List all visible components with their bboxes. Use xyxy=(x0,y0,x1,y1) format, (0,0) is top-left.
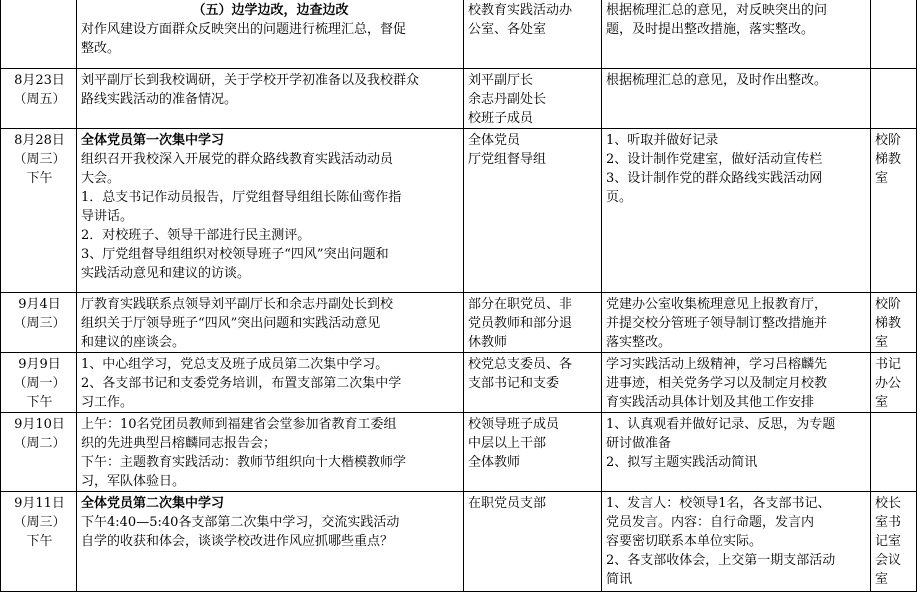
cell-line: 育实践活动具体计划及其他工作安排 xyxy=(606,395,815,410)
venue-cell xyxy=(871,353,917,413)
table-row xyxy=(1,492,917,592)
cell-line: （周三） xyxy=(13,515,66,530)
cell-line: 下午4:40—5:40各支部第二次集中学习，交流实践活动 xyxy=(81,515,400,530)
cell-line: 1、认真观看并做好记录、反思，为专题 xyxy=(606,417,836,432)
outcome-cell xyxy=(602,129,871,293)
date-cell xyxy=(1,413,77,492)
cell-line: 研讨做准备 xyxy=(606,436,672,451)
date-cell xyxy=(1,293,77,353)
cell-line: 8月23日 xyxy=(14,73,65,88)
cell-line: 9月10日 xyxy=(14,417,65,432)
content-cell xyxy=(77,413,464,492)
table-row xyxy=(1,129,917,293)
cell-line: 路线实践活动的准备情况。 xyxy=(81,92,238,107)
cell-line: 余志丹副处长 xyxy=(468,92,547,107)
outcome-cell xyxy=(602,353,871,413)
table-row xyxy=(1,353,917,413)
cell-line: 校党总支委员、各 xyxy=(468,357,573,372)
participants-cell xyxy=(464,293,602,353)
participants-cell xyxy=(464,69,602,129)
cell-line: 1、听取并做好记录 xyxy=(606,133,719,148)
cell-line: 全体党员 xyxy=(468,133,521,148)
cell-line: 8月28日 xyxy=(14,133,65,148)
outcome-cell xyxy=(602,69,871,129)
cell-line: 室 xyxy=(875,335,889,350)
cell-line: 校领导班子成员 xyxy=(468,417,560,432)
cell-line: 全体党员第二次集中学习 xyxy=(81,496,225,511)
cell-line: （周五） xyxy=(13,92,66,107)
cell-line: 整改。 xyxy=(81,41,121,56)
cell-line: 对作风建设方面群众反映突出的问题进行梳理汇总，督促 xyxy=(81,22,407,37)
cell-line: 记室 xyxy=(875,534,902,549)
cell-line: 2、拟写主题实践活动简讯 xyxy=(606,455,758,470)
cell-line: （周三） xyxy=(13,316,66,331)
cell-line: 梯教 xyxy=(875,152,902,167)
cell-line: 中层以上干部 xyxy=(468,436,547,451)
cell-line: 页。 xyxy=(606,190,633,205)
cell-line: 刘平副厅长 xyxy=(468,73,534,88)
cell-line: 党建办公室收集梳理意见上报教育厅， xyxy=(606,297,828,312)
cell-line: 支部书记和支委 xyxy=(468,376,560,391)
date-cell xyxy=(1,0,77,69)
content-cell xyxy=(77,293,464,353)
cell-line: 习工作。 xyxy=(81,395,134,410)
participants-cell xyxy=(464,129,602,293)
cell-line: 校班子成员 xyxy=(468,111,534,126)
cell-line: 题，及时提出整改措施，落实整改。 xyxy=(606,22,815,37)
cell-line: 2、各支部书记和支委党务培训，布置支部第二次集中学 xyxy=(81,376,402,391)
cell-line: （五）边学边改，边查边改 xyxy=(192,3,349,18)
cell-line: 实践活动意见和建议的访谈。 xyxy=(81,266,251,281)
cell-line: 下午 xyxy=(26,171,53,186)
cell-line: 室书 xyxy=(875,515,902,530)
cell-line: 3、厅党组督导组组织对校领导班子“四风”突出问题和 xyxy=(81,247,389,262)
cell-line: （周三） xyxy=(13,152,66,167)
cell-line: 1．总支书记作动员报告，厅党组督导组组长陈仙鸾作指 xyxy=(81,190,402,205)
table-row xyxy=(1,293,917,353)
venue-cell xyxy=(871,492,917,592)
cell-line: 室 xyxy=(875,171,889,186)
cell-line: 和建议的座谈会。 xyxy=(81,335,186,350)
cell-line: 梯教 xyxy=(875,316,902,331)
date-cell xyxy=(1,492,77,592)
cell-line: 织的先进典型吕榕麟同志报告会； xyxy=(81,436,277,451)
cell-line: 办公 xyxy=(875,376,902,391)
date-cell xyxy=(1,129,77,293)
outcome-cell xyxy=(602,413,871,492)
cell-line: 2．对校班子、领导干部进行民主测评。 xyxy=(81,228,311,243)
cell-line: 组织关于厅领导班子“四风”突出问题和实践活动意见 xyxy=(81,316,381,331)
cell-line: 学习实践活动上级精神，学习吕榕麟先 xyxy=(606,357,828,372)
cell-line: 会议 xyxy=(875,553,902,568)
cell-line: 校教育实践活动办 xyxy=(468,3,573,18)
cell-line: 2、各支部收体会，上交第一期支部活动 xyxy=(606,553,836,568)
participants-cell xyxy=(464,492,602,592)
cell-line: 进事迹，相关党务学习以及制定月校教 xyxy=(606,376,828,391)
cell-line: 导讲话。 xyxy=(81,209,134,224)
cell-line: 书记 xyxy=(875,357,902,372)
cell-line: 下午：主题教育实践活动：教师节组织向十大楷模教师学 xyxy=(81,455,407,470)
outcome-cell xyxy=(602,492,871,592)
content-cell xyxy=(77,129,464,293)
cell-line: 下午 xyxy=(26,534,53,549)
date-cell xyxy=(1,353,77,413)
cell-line: 公室、各处室 xyxy=(468,22,547,37)
cell-line: 9月4日 xyxy=(18,297,61,312)
cell-line: 校阶 xyxy=(875,297,902,312)
cell-line: 1、发言人：校领导1名，各支部书记、 xyxy=(606,496,831,511)
table-row xyxy=(1,0,917,69)
cell-line: 全体党员第一次集中学习 xyxy=(81,133,225,148)
cell-line: 厅党组督导组 xyxy=(468,152,547,167)
cell-line: 校阶 xyxy=(875,133,902,148)
cell-line: 刘平副厅长到我校调研，关于学校开学初准备以及我校群众 xyxy=(81,73,420,88)
cell-line: 根据梳理汇总的意见，对反映突出的问 xyxy=(606,3,828,18)
cell-line: （周一） xyxy=(13,376,66,391)
venue-cell xyxy=(871,129,917,293)
cell-line: 厅教育实践联系点领导刘平副厅长和余志丹副处长到校 xyxy=(81,297,394,312)
content-cell xyxy=(77,69,464,129)
cell-line: 室 xyxy=(875,395,889,410)
content-cell xyxy=(77,0,464,69)
cell-line: 休教师 xyxy=(468,335,508,350)
table-row xyxy=(1,413,917,492)
date-cell xyxy=(1,69,77,129)
cell-line: 容要密切联系本单位实际。 xyxy=(606,534,763,549)
cell-line: 党员发言。内容：自行命题，发言内 xyxy=(606,515,815,530)
outcome-cell xyxy=(602,0,871,69)
cell-line: 校长 xyxy=(875,496,902,511)
content-cell xyxy=(77,492,464,592)
cell-line: 1、中心组学习，党总支及班子成员第二次集中学习。 xyxy=(81,357,389,372)
cell-line: 大会。 xyxy=(81,171,121,186)
cell-line: 3、设计制作党的群众路线实践活动网 xyxy=(606,171,823,186)
cell-line: 全体教师 xyxy=(468,455,521,470)
outcome-cell xyxy=(602,293,871,353)
cell-line: 室 xyxy=(875,572,889,587)
table-row xyxy=(1,69,917,129)
venue-cell xyxy=(871,0,917,69)
cell-line: 自学的收获和体会，谈谈学校改进作风应抓哪些重点？ xyxy=(81,534,394,549)
cell-line: 上午：10名党团员教师到福建省会堂参加省教育工委组 xyxy=(81,417,397,432)
cell-line: 部分在职党员、非 xyxy=(468,297,573,312)
cell-line: 根据梳理汇总的意见，及时作出整改。 xyxy=(606,73,828,88)
venue-cell xyxy=(871,293,917,353)
venue-cell xyxy=(871,69,917,129)
schedule-body xyxy=(1,0,917,592)
cell-line: 并提交校分管班子领导制订整改措施并 xyxy=(606,316,828,331)
content-cell xyxy=(77,353,464,413)
cell-line: 下午 xyxy=(26,395,53,410)
cell-line: 组织召开我校深入开展党的群众路线教育实践活动动员 xyxy=(81,152,394,167)
cell-line: 在职党员支部 xyxy=(468,496,547,511)
cell-line: 落实整改。 xyxy=(606,335,672,350)
cell-line: 简讯 xyxy=(606,572,633,587)
participants-cell xyxy=(464,0,602,69)
participants-cell xyxy=(464,353,602,413)
venue-cell xyxy=(871,413,917,492)
cell-line: 习，军队体验日。 xyxy=(81,474,186,489)
cell-line: 2、设计制作党建室，做好活动宣传栏 xyxy=(606,152,823,167)
cell-line: （周二） xyxy=(13,436,66,451)
participants-cell xyxy=(464,413,602,492)
cell-line: 9月11日 xyxy=(14,496,65,511)
cell-line: 党员教师和部分退 xyxy=(468,316,573,331)
cell-line: 9月9日 xyxy=(18,357,61,372)
